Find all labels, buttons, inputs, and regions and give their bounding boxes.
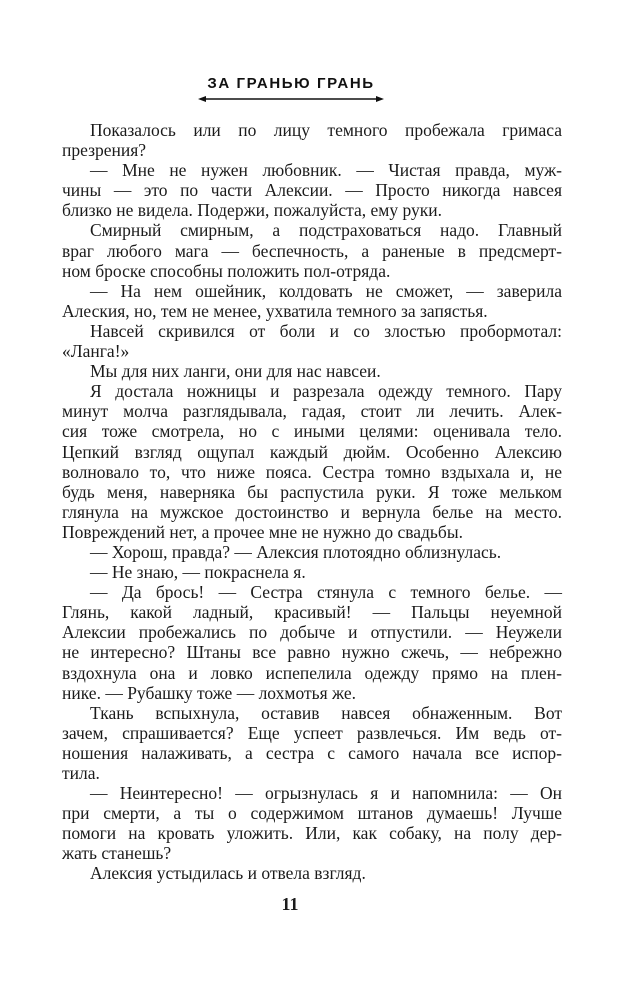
text-line: Алексии пробежались по добыче и отпустили. — Неужели	[62, 622, 562, 643]
paragraph	[62, 381, 562, 542]
text-line: Алексия устыдилась и отвела взгляд.	[90, 863, 366, 884]
text-line: сия тоже смотрела, но с иными целями: оценивала тело.	[62, 421, 562, 442]
text-line: тила.	[62, 763, 100, 783]
paragraph	[62, 582, 562, 703]
text-line: — Хорош, правда? — Алексия плотоядно облизнулась.	[90, 541, 502, 562]
text-line: Ткань вспыхнула, оставив навсея обнаженным. Вот	[90, 702, 562, 723]
paragraph	[62, 863, 562, 883]
text-line: Показалось или по лицу темного пробежала гримаса	[90, 120, 562, 140]
text-line: Я достала ножницы и разрезала одежду темного. Пару	[90, 381, 562, 402]
text-line: Смирный смирным, а подстраховаться надо. Главный	[90, 220, 562, 241]
paragraph	[62, 120, 562, 160]
text-line: враг любого мага — беспечность, а раненые в предсмерт-	[62, 240, 562, 261]
text-line: зачем, спрашивается? Еще успеет развлечься. Им ведь от-	[62, 722, 562, 743]
text-line: «Ланга!»	[62, 341, 130, 362]
paragraph	[62, 542, 562, 562]
text-line: презрения?	[62, 140, 147, 161]
text-line: глянула на мужское достоинство и вернула белье на место.	[62, 501, 562, 522]
paragraph	[62, 562, 562, 582]
text-line: вздохнула она и ловко испепелила одежду прямо на плен-	[62, 662, 562, 683]
text-line: жать станешь?	[62, 843, 172, 864]
text-line: Алеския, но, тем не менее, ухватила темного за запястья.	[62, 300, 488, 321]
running-head-title: ЗА ГРАНЬЮ ГРАНЬ	[207, 75, 375, 92]
text-line: волновало то, что ниже пояса. Сестра томно вздыхала и, не	[62, 461, 562, 482]
page-number: 11	[281, 894, 299, 914]
text-line: — Не знаю, — покраснела я.	[90, 562, 306, 583]
paragraph	[62, 321, 562, 361]
text-line: помоги на кровать уложить. Или, как собаку, на полу дер-	[62, 823, 562, 844]
text-line: минут молча разглядывала, гадая, стоит ли лечить. Алек-	[62, 401, 562, 422]
text-line: Глянь, какой ладный, красивый! — Пальцы неуемной	[62, 602, 562, 623]
text-line: будь меня, наверняка бы распустила руки. Я тоже мельком	[62, 481, 562, 502]
text-line: — Неинтересно! — огрызнулась я и напомнила: — Он	[90, 783, 562, 804]
running-head-underline-ornament	[196, 95, 386, 103]
body-text	[62, 120, 562, 884]
text-line: при смерти, а ты о содержимом штанов думаешь! Лучше	[62, 803, 562, 824]
paragraph	[62, 703, 562, 783]
text-line: — Мне не нужен любовник. — Чистая правда, муж-	[90, 160, 562, 181]
running-head	[186, 74, 396, 103]
text-line: нике. — Рубашку тоже — лохмотья же.	[62, 682, 357, 703]
paragraph	[62, 361, 562, 381]
paragraph	[62, 783, 562, 863]
paragraph	[62, 220, 562, 280]
text-line: ношения налаживать, а сестра с самого начала все испор-	[62, 742, 562, 763]
text-line: Повреждений нет, а прочее мне не нужно до свадьбы.	[62, 521, 463, 542]
text-line: Навсей скривился от боли и со злостью пробормотал:	[90, 320, 562, 341]
text-line: чины — это по части Алексии. — Просто никогда навсея	[62, 180, 562, 201]
text-line: ном броске способны положить пол-отряда.	[62, 260, 391, 281]
paragraph	[62, 281, 562, 321]
text-line: близко не видела. Подержи, пожалуйста, ему руки.	[62, 200, 442, 221]
text-line: Цепкий взгляд ощупал каждый дюйм. Особенно Алексию	[62, 441, 562, 462]
paragraph	[62, 160, 562, 220]
text-line: Мы для них ланги, они для нас навсеи.	[90, 361, 381, 382]
text-line: — Да брось! — Сестра стянула с темного белье. —	[90, 582, 562, 603]
text-line: не интересно? Штаны все равно нужно сжечь, — небрежно	[62, 642, 562, 663]
text-line: — На нем ошейник, колдовать не сможет, — заверила	[90, 280, 562, 301]
